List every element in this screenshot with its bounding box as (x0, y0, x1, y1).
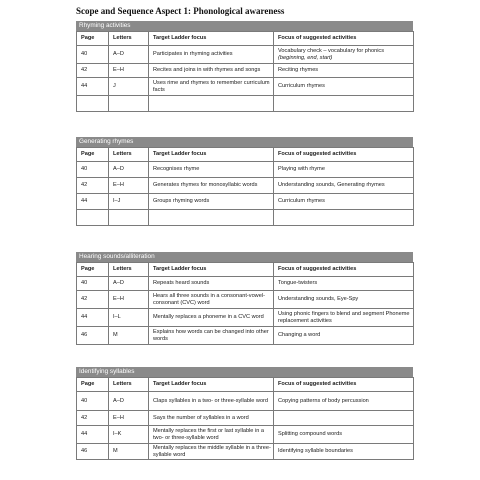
cell-focus: Claps syllables in a two- or three-syllable word (149, 392, 274, 411)
cell-page: 40 (77, 392, 109, 411)
cell-focus (149, 96, 274, 112)
cell-page: 44 (77, 78, 109, 96)
table-header-row (77, 32, 414, 46)
cell-page (77, 96, 109, 112)
header-page: Page (77, 378, 109, 392)
cell-letters (109, 210, 149, 226)
header-letters: Letters (109, 148, 149, 162)
cell-page (77, 210, 109, 226)
cell-activity: Understanding sounds, Generating rhymes (274, 178, 414, 194)
table-row (77, 392, 414, 411)
cell-letters: A–D (109, 162, 149, 178)
header-page: Page (77, 148, 109, 162)
cell-activity: Tongue-twisters (274, 277, 414, 291)
cell-page: 42 (77, 411, 109, 426)
table-row (77, 194, 414, 210)
cell-activity: Understanding sounds, Eye-Spy (274, 291, 414, 309)
cell-focus: Participates in rhyming activities (149, 46, 274, 64)
cell-focus: Repeats heard sounds (149, 277, 274, 291)
cell-page: 42 (77, 64, 109, 78)
cell-page: 44 (77, 309, 109, 327)
header-letters: Letters (109, 32, 149, 46)
cell-letters: A–D (109, 46, 149, 64)
cell-focus: Mentally replaces the middle syllable in a three-syllable word (149, 444, 274, 460)
cell-letters: E–H (109, 411, 149, 426)
cell-letters: M (109, 327, 149, 345)
section-title: Rhyming activities (76, 21, 413, 31)
cell-page: 42 (77, 178, 109, 194)
table-row (77, 327, 414, 345)
table-row (77, 210, 414, 226)
header-focus: Target Ladder focus (149, 378, 274, 392)
table-header-row (77, 148, 414, 162)
header-focus: Target Ladder focus (149, 148, 274, 162)
cell-activity: Playing with rhyme (274, 162, 414, 178)
section-title: Generating rhymes (76, 137, 413, 147)
cell-letters: J (109, 78, 149, 96)
cell-focus: Generates rhymes for monosyllabic words (149, 178, 274, 194)
page-title: Scope and Sequence Aspect 1: Phonological awareness (76, 6, 285, 16)
activity-line: Vocabulary check – vocabulary for phonics (278, 48, 385, 55)
cell-activity: Curriculum rhymes (274, 78, 414, 96)
cell-letters: I–J (109, 194, 149, 210)
table-row (77, 426, 414, 444)
cell-focus: Groups rhyming words (149, 194, 274, 210)
section-generating-rhymes (76, 137, 413, 226)
cell-letters: A–D (109, 277, 149, 291)
table-row (77, 78, 414, 96)
section-identifying-syllables (76, 367, 413, 460)
table-row (77, 178, 414, 194)
cell-focus: Uses rime and rhymes to remember curriculum facts (149, 78, 274, 96)
cell-letters (109, 96, 149, 112)
cell-activity: Splitting compound words (274, 426, 414, 444)
rhyming-activities-table (76, 31, 414, 112)
table-row (77, 411, 414, 426)
cell-page: 44 (77, 194, 109, 210)
cell-page: 40 (77, 162, 109, 178)
cell-activity (274, 46, 414, 64)
header-focus: Target Ladder focus (149, 263, 274, 277)
cell-page: 40 (77, 46, 109, 64)
table-row (77, 444, 414, 460)
section-title: Identifying syllables (76, 367, 413, 377)
cell-focus: Recites and joins in with rhymes and songs (149, 64, 274, 78)
table-row (77, 277, 414, 291)
cell-activity: Identifying syllable boundaries (274, 444, 414, 460)
cell-focus: Hears all three sounds in a consonant-vowel-consonant (CVC) word (149, 291, 274, 309)
cell-letters: E–H (109, 178, 149, 194)
table-header-row (77, 263, 414, 277)
header-activities: Focus of suggested activities (274, 263, 414, 277)
cell-page: 46 (77, 327, 109, 345)
section-title: Hearing sounds/alliteration (76, 252, 413, 262)
cell-letters: E–H (109, 291, 149, 309)
activity-line-italic: (beginning, end, start) (278, 54, 333, 61)
cell-activity: Changing a word (274, 327, 414, 345)
table-row (77, 162, 414, 178)
cell-activity (274, 96, 414, 112)
cell-page: 40 (77, 277, 109, 291)
cell-activity: Using phonic fingers to blend and segment Phoneme replacement activities (274, 309, 414, 327)
cell-focus: Explains how words can be changed into other words (149, 327, 274, 345)
cell-activity: Copying patterns of body percussion (274, 392, 414, 411)
table-row (77, 96, 414, 112)
table-row (77, 46, 414, 64)
cell-page: 44 (77, 426, 109, 444)
generating-rhymes-table (76, 147, 414, 226)
cell-focus (149, 210, 274, 226)
header-letters: Letters (109, 263, 149, 277)
table-header-row (77, 378, 414, 392)
table-row (77, 291, 414, 309)
header-activities: Focus of suggested activities (274, 32, 414, 46)
cell-activity: Reciting rhymes (274, 64, 414, 78)
cell-focus: Mentally replaces the first or last syllable in a two- or three-syllable word (149, 426, 274, 444)
cell-activity: Curriculum rhymes (274, 194, 414, 210)
cell-focus: Recognises rhyme (149, 162, 274, 178)
identifying-syllables-table (76, 377, 414, 460)
header-page: Page (77, 32, 109, 46)
cell-letters: I–L (109, 309, 149, 327)
hearing-sounds-table (76, 262, 414, 345)
cell-letters: M (109, 444, 149, 460)
cell-activity (274, 210, 414, 226)
cell-focus: Mentally replaces a phoneme in a CVC word (149, 309, 274, 327)
cell-activity (274, 411, 414, 426)
table-row (77, 64, 414, 78)
cell-page: 46 (77, 444, 109, 460)
header-activities: Focus of suggested activities (274, 378, 414, 392)
header-letters: Letters (109, 378, 149, 392)
cell-page: 42 (77, 291, 109, 309)
section-rhyming-activities (76, 21, 413, 112)
cell-letters: I–K (109, 426, 149, 444)
header-focus: Target Ladder focus (149, 32, 274, 46)
header-page: Page (77, 263, 109, 277)
table-row (77, 309, 414, 327)
header-activities: Focus of suggested activities (274, 148, 414, 162)
section-hearing-sounds (76, 252, 413, 345)
cell-letters: E–H (109, 64, 149, 78)
cell-letters: A–D (109, 392, 149, 411)
cell-focus: Says the number of syllables in a word (149, 411, 274, 426)
